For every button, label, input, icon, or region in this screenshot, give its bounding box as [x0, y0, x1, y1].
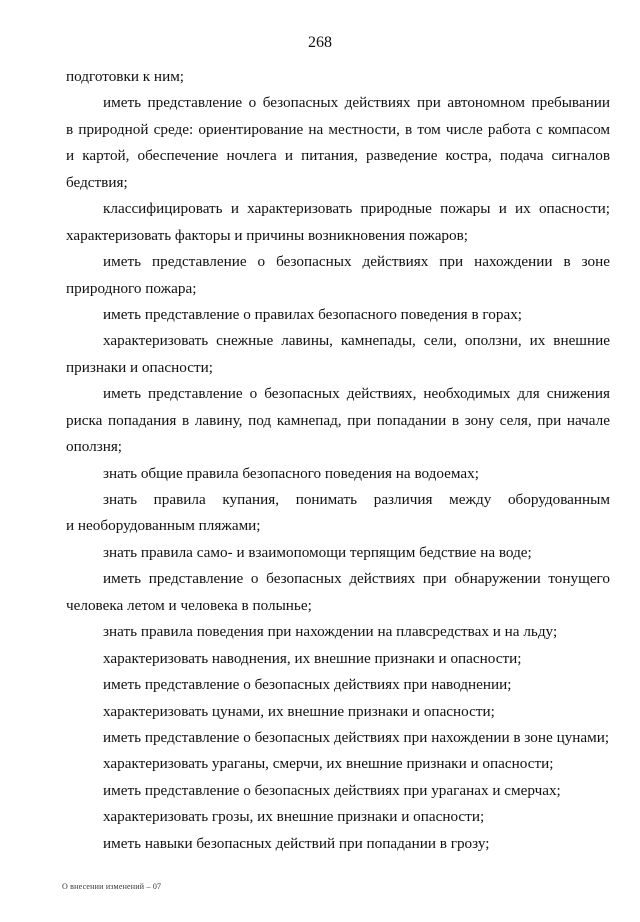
text-line: риска попадания в лавину, под камнепад, при попадании в зону селя, при начале: [66, 411, 610, 429]
page-number: 268: [308, 34, 332, 51]
text-line: и необорудованным пляжами;: [66, 517, 261, 535]
text-line: знать правила купания, понимать различия между оборудованным: [103, 491, 610, 508]
text-line: бедствия;: [66, 173, 128, 191]
text-line: иметь представление о безопасных действиях при автономном пребывании: [103, 94, 610, 112]
page-footer: О внесении изменений – 07: [62, 882, 162, 891]
document-body: [66, 64, 610, 857]
text-line: характеризовать наводнения, их внешние признаки и опасности;: [103, 649, 522, 667]
text-line: знать общие правила безопасного поведения на водоемах;: [103, 464, 479, 482]
text-line: иметь представление о правилах безопасного поведения в горах;: [103, 305, 523, 323]
text-line: природного пожара;: [66, 279, 197, 297]
text-line: и картой, обеспечение ночлега и питания, разведение костра, подача сигналов: [66, 147, 610, 165]
text-line: знать правила само- и взаимопомощи терпящим бедствие на воде;: [103, 543, 532, 561]
text-line: иметь представление о безопасных действиях при наводнении;: [103, 676, 512, 694]
text-line: иметь навыки безопасных действий при попадании в грозу;: [103, 834, 490, 852]
text-line: характеризовать цунами, их внешние признаки и опасности;: [103, 702, 495, 720]
text-line: характеризовать снежные лавины, камнепады, сели, оползни, их внешние: [103, 332, 610, 350]
text-line: подготовки к ним;: [66, 68, 185, 85]
text-line: признаки и опасности;: [66, 358, 213, 376]
text-line: характеризовать факторы и причины возникновения пожаров;: [66, 226, 469, 244]
text-line: в природной среде: ориентирование на местности, в том числе работа с компасом: [66, 120, 610, 138]
text-line: характеризовать ураганы, смерчи, их внешние признаки и опасности;: [103, 755, 554, 773]
text-line: характеризовать грозы, их внешние признаки и опасности;: [103, 808, 485, 826]
text-line: иметь представление о безопасных действиях при обнаружении тонущего: [103, 570, 610, 588]
text-line: классифицировать и характеризовать природные пожары и их опасности;: [103, 200, 610, 218]
text-line: иметь представление о безопасных действиях при ураганах и смерчах;: [103, 781, 561, 799]
text-line: иметь представление о безопасных действиях при нахождении в зоне цунами;: [103, 728, 610, 746]
text-line: оползня;: [66, 438, 123, 456]
text-line: человека летом и человека в полынье;: [66, 596, 312, 614]
text-line: иметь представление о безопасных действиях при нахождении в зоне: [103, 253, 610, 271]
text-line: знать правила поведения при нахождении на плавсредствах и на льду;: [103, 623, 558, 641]
text-line: иметь представление о безопасных действиях, необходимых для снижения: [103, 385, 610, 403]
